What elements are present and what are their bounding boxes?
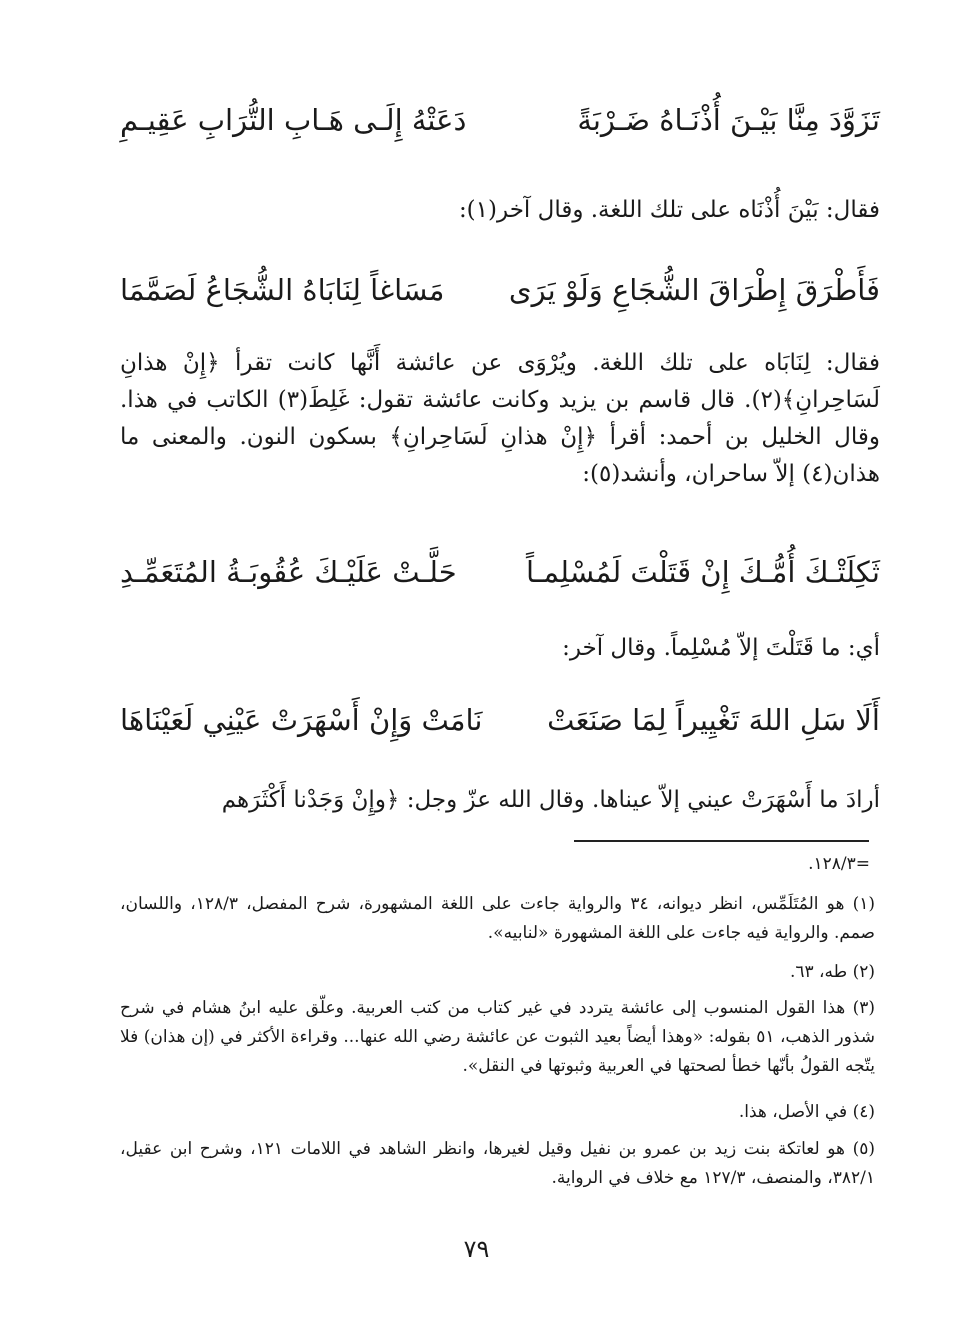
- poetry-verse-4: [120, 700, 880, 740]
- verse-first-hemistich: ثَكِلَتْـكَ أُمُّـكَ إِنْ قَتَلْتَ لَمُسْلِمـاً: [526, 555, 880, 589]
- footnote-3: (٣) هذا القول المنسوب إلى عائشة يتردد في غير كتاب من كتب العربية. وعلّق عليه ابنُ هشام في شرح شذور الذهب، ٥١ بقوله: «وهذا أيضاً بعيد الثبوت عن عائشة رضي الله عنها... وقراءة الأكثر في (إن هذان) فلا يتّجه القولُ بأنّها خطأ لصحتها في العربية وثبوتها في النقل».: [120, 998, 875, 1076]
- poetry-verse-3: [120, 552, 880, 592]
- verse-second-hemistich: نَامَتْ وَإِنْ أَسْهَرَتْ عَيْنِي لَعَيْنَاهَا: [120, 703, 483, 737]
- body-paragraph: أرادَ ما أَسْهَرَتْ عيني إلاّ عيناها. وقال الله عزّ وجل: ﴿وإِنْ وَجَدْنا أَكْثَرَهم: [221, 787, 880, 813]
- footnote-5: (٥) هو لعاتكة بنت زيد بن عمرو بن نفيل وقيل لغيرها، وانظر الشاهد في اللامات ١٢١، وشرح ابن عقيل، ٣٨٢/١، والمنصف، ١٢٧/٣ مع خلاف في الرواية.: [120, 1139, 875, 1188]
- verse-first-hemistich: أَلَا سَلِ اللهَ تَغْيِيراً لِمَا صَنَعَتْ: [547, 703, 880, 737]
- footnote-1: (١) هو المُتَلَمِّس، انظر ديوانه، ٣٤ والرواية جاءت على اللغة المشهورة، شرح المفصل، ١٢٨/٣، واللسان، صمم. والرواية فيه جاءت على اللغة المشهورة «لنابيه».: [120, 894, 876, 943]
- verse-second-hemistich: مَسَاغاً لِنَابَاهُ الشُّجَاعُ لَصَمَّمَا: [120, 273, 445, 307]
- footnote-4: (٤) في الأصل، هذا.: [738, 1102, 875, 1122]
- page-number: ٧٩: [463, 1235, 490, 1263]
- footnote-2: (٢) طه، ٦٣.: [789, 962, 875, 982]
- verse-first-hemistich: تَزَوَّدَ مِنَّا بَيْـنَ أُذْنَـاهُ ضَـرْبَةً: [577, 103, 880, 137]
- verse-second-hemistich: دَعَتْهُ إِلَـى هَـابِ التُّرَابِ عَقِيـمِ: [120, 103, 467, 137]
- footnote-divider: [574, 840, 869, 842]
- footnote-continuation: =١٢٨/٣.: [808, 854, 870, 874]
- verse-first-hemistich: فَأَطْرَقَ إِطْرَاقَ الشُّجَاعِ وَلَوْ يَرَى: [508, 273, 880, 307]
- body-paragraph: فقال: لِنَابَاه على تلك اللغة. ويُرْوَى عن عائشة أَنَّها كانت تقرأ ﴿إِنْ هذانِ لَسَاحِرانِ﴾(٢). قال قاسم بن يزيد وكانت عائشة تقول: غَلِطَ(٣) الكاتب في هذا. وقال الخليل بن أحمد: أقرأ ﴿إِنْ هذانِ لَسَاحِرانِ﴾ بسكون النون. والمعنى ما هذان(٤) إلاّ ساحران، وأنشد(٥):: [120, 350, 880, 487]
- poetry-verse-1: [120, 100, 880, 140]
- body-paragraph: فقال: بَيْنَ أُذْنَاه على تلك اللغة. وقال آخر(١):: [458, 197, 880, 223]
- poetry-verse-2: [120, 270, 880, 310]
- verse-second-hemistich: حَلَّـتْ عَلَيْـكَ عُقُوبَـةُ المُتَعَمِّـدِ: [120, 555, 457, 589]
- body-paragraph: أي: ما قَتَلْتَ إلاّ مُسْلِماً. وقال آخر:: [562, 635, 880, 661]
